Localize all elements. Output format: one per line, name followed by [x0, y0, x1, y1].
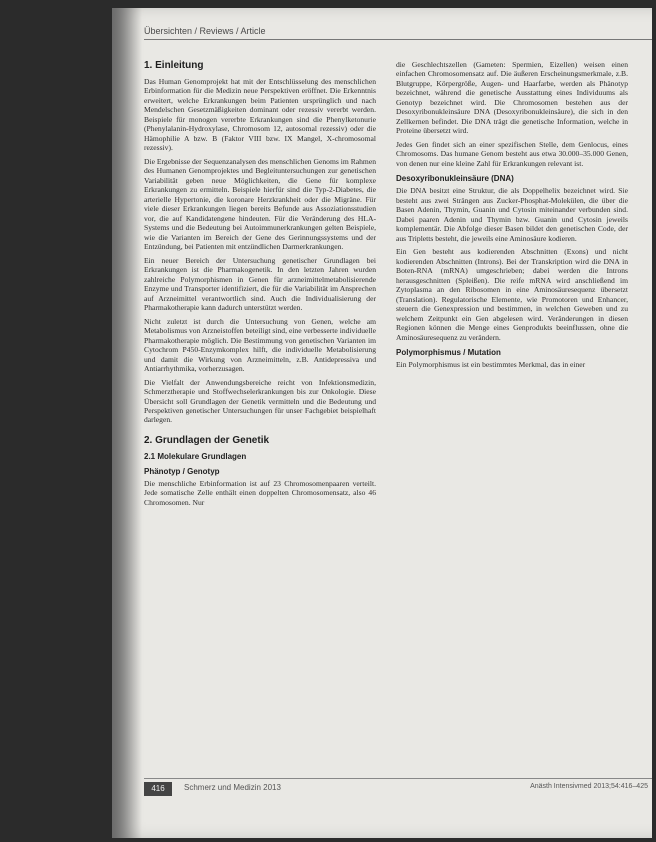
- intro-paragraph: Die Ergebnisse der Sequenzanalysen des menschlichen Genoms im Rahmen des Humanen Genomprojektes und Begleituntersuchungen zur genetischen Variabilität geben neue Möglichkeiten, die Gene für komplexe Erkrankungen zu ermitteln. Beispiele hierfür sind die Typ-2-Diabetes, die arterielle Hypertonie, die koronare Herzkrankheit oder die Migräne. Für viele dieser Erkrankungen liegen bereits Befunde aus Assoziationsstudien vor, die auf Kandidatengene hindeuten. Für die Veränderung des HLA-Systems und die Bedeutung bei Autoimmunerkrankungen gelten Beispiele, wie die Varianten im Bereich der Gene des Gerinnungssystems und der Entzündung, bei Patienten mit entzündlichen Darmerkrankungen.: [144, 156, 376, 252]
- right-column: [396, 60, 628, 374]
- subsection-heading: 2.1 Molekulare Grundlagen: [144, 451, 247, 461]
- body-paragraph: Die menschliche Erbinformation ist auf 23 Chromosomenpaaren verteilt. Jede somatische Zelle enthält einen doppelten Chromosomensatz, also 46 Chromosomen. Nur: [144, 478, 376, 507]
- journal-page: [112, 8, 652, 838]
- left-column: [144, 60, 376, 511]
- subsubsection-heading: Phänotyp / Genotyp: [144, 466, 220, 476]
- intro-paragraph: Die Vielfalt der Anwendungsbereiche reicht von Infektionsmedizin, Schmerztherapie und Stoffwechselerkrankungen bis zur Onkologie. Diese Übersicht soll Grundlagen der Genetik vermitteln und die Bedeutung und Perspektiven genetischer Untersuchungen für unser Fachgebiet beispielhaft darlegen.: [144, 377, 376, 425]
- subsubsection-heading-dna: Desoxyribonukleinsäure (DNA): [396, 174, 514, 184]
- footer-citation: Anästh Intensivmed 2013;54:416–425: [530, 783, 648, 790]
- dna-paragraph: Die DNA besitzt eine Struktur, die als Doppelhelix bezeichnet wird. Sie besteht aus zwei Strängen aus Zucker-Phosphat-Molekülen, die über die Basen Adenin, Thymin, Guanin und Cytosin miteinander verbunden sind. Dabei paaren Adenin und Thymin bzw. Guanin und Cytosin jeweils komplementär. Die Abfolge dieser Basen bildet den genetischen Code, der aus Tripletts besteht, die jeweils eine Aminosäure kodieren.: [396, 186, 628, 243]
- section-heading-genetics: 2. Grundlagen der Genetik: [144, 434, 270, 446]
- intro-paragraph: Nicht zuletzt ist durch die Untersuchung von Genen, welche am Metabolismus von Arzneistoffen beteiligt sind, eine verbesserte individuelle Pharmakotherapie möglich. Die Bestimmung von genetischen Varianten im Cytochrom P450-Enzymkomplex hilft, die individuelle Metabolisierung und damit die Wirkung von Arzneimitteln, z.B. Antidepressiva und Antiarrhythmika, vorherzusagen.: [144, 316, 376, 374]
- intro-paragraph: Das Human Genomprojekt hat mit der Entschlüsselung des menschlichen Erbinformation für die Medizin neue Perspektiven eröffnet. Die Erkenntnis erweitert, welche Erkrankungen beim Patienten ursprünglich und nach Mendelschen Gesetzmäßigkeiten dominant oder rezessiv vererbt werden. Beispiele für monogen vererbte Erkrankungen sind die Phenylketonurie (Phenylalanin-Hydroxylase, Chromosom 12, autosomal rezessiv) oder die Hämophilie A bzw. B (Faktor VIII bzw. IX Mangel, X-chromosomal rezessiv).: [144, 77, 376, 153]
- subsubsection-heading-polymorphism: Polymorphismus / Mutation: [396, 348, 501, 358]
- polymorphism-paragraph: Ein Polymorphismus ist ein bestimmtes Merkmal, das in einer: [396, 360, 586, 370]
- footer-journal-name: Schmerz und Medizin 2013: [184, 783, 281, 792]
- dna-paragraph: Ein Gen besteht aus kodierenden Abschnitten (Exons) und nicht kodierenden Abschnitten (Introns). Bei der Transkription wird die DNA in Boten-RNA (mRNA) umgeschrieben; dabei werden die Introns herausgeschnitten (Spleißen). Die reife mRNA wird anschließend im Zytoplasma an den Ribosomen in eine Aminosäuresequenz übersetzt (Translation). Regulatorische Elemente, wie Promotoren und Enhancer, steuern die Genexpression und bestimmen, in welchen Geweben und zu welchem Zeitpunkt ein Gen abgelesen wird. Veränderungen in diesen Regionen können die Menge eines Genprodukts beeinflussen, ohne die Aminosäuresequenz zu verändern.: [396, 247, 628, 342]
- page-number: 416: [144, 782, 172, 796]
- page-footer: [144, 778, 652, 799]
- section-heading-introduction: 1. Einleitung: [144, 60, 204, 71]
- intro-paragraph: Ein neuer Bereich der Untersuchung genetischer Grundlagen bei Erkrankungen ist die Pharmakogenetik. In den letzten Jahren wurden zahlreiche Polymorphismen in Genen für arzneimittelmetabolisierende Enzyme und Transporter identifiziert, die für die Variabilität im Ansprechen auf Arzneimittel verantwortlich sind. Auch die Individualisierung der Pharmakotherapie kann dadurch unterstützt werden.: [144, 255, 376, 313]
- body-paragraph: die Geschlechtszellen (Gameten: Spermien, Eizellen) weisen einen einfachen Chromosomensatz auf. Die äußeren Erscheinungsmerkmale, z.B. Blutgruppe, Körpergröße, Augen- und Haarfarbe, werden als Phänotyp bezeichnet, während die genetische Ausstattung eines Individuums als Genotyp bezeichnet wird. Die Chromosomen bestehen aus der Desoxyribonukleinsäure DNA (Desoxyribonukleinsäure), die sich in den Zellkernen befindet. Die DNA trägt die genetische Information, welche in Proteine übersetzt wird.: [396, 60, 628, 136]
- body-paragraph: Jedes Gen findet sich an einer spezifischen Stelle, dem Genlocus, eines Chromosoms. Das humane Genom besteht aus etwa 30.000–35.000 Genen, von denen nur eine kleine Zahl für Erkrankungen relevant ist.: [396, 139, 628, 168]
- running-header: Übersichten / Reviews / Article: [144, 26, 652, 40]
- book-spine-shadow: [112, 8, 142, 838]
